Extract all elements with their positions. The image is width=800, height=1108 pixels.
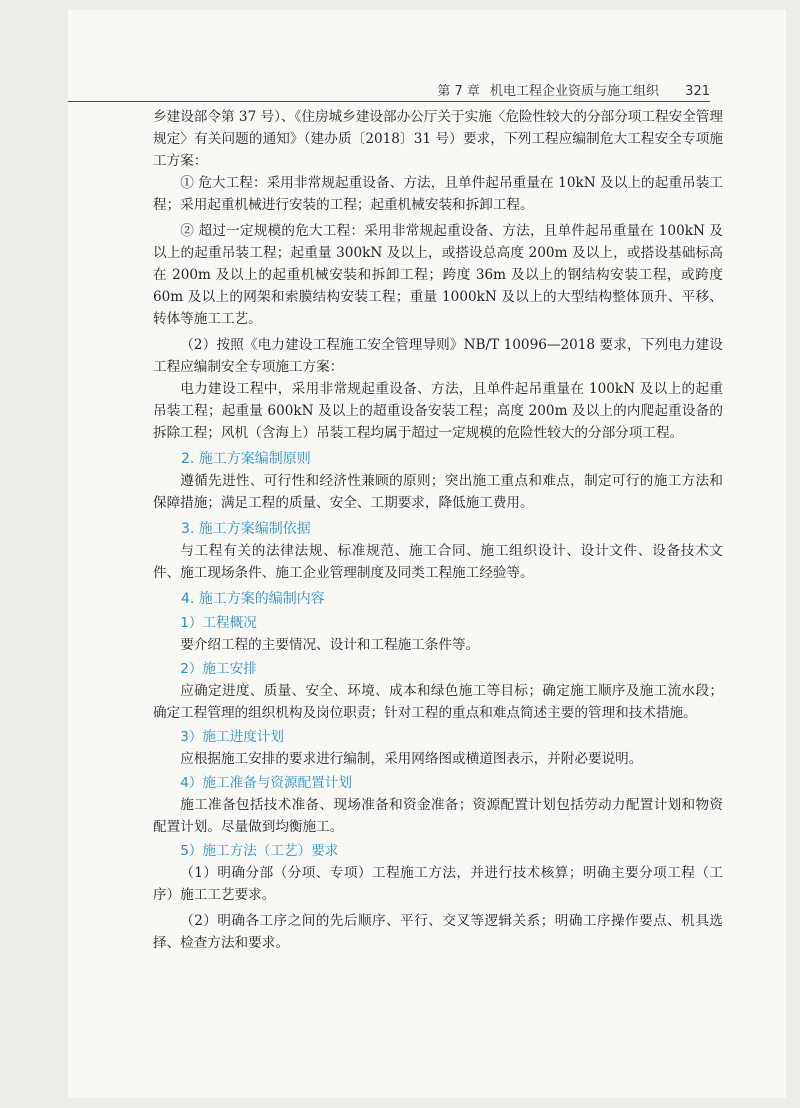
paragraph-continued: 乡建设部令第 37 号）、《住房城乡建设部办公厅关于实施〈危险性较大的分部分项工程安全管理规定〉有关问题的通知》（建办质〔2018〕31 号）要求，下列工程应编制危大工程安全专项施工方案： [153,109,723,169]
subsection-1-text: 要介绍工程的主要情况、设计和工程施工条件等。 [180,637,480,653]
paragraph-power-detail: 电力建设工程中，采用非常规起重设备、方法，且单件起吊重量在 100kN 及以上的起重吊装工程；起重量 600kN 及以上的超重设备安装工程；高度 200m 及以上的内爬起重设备的拆除工程；风机（含海上）吊装工程均属于超过一定规模的危险性较大的分部分项工程。 [153,381,723,441]
subheading-4: 4）施工准备与资源配置计划 [180,775,352,791]
page-number: 321 [685,84,710,99]
section-heading-2: 2. 施工方案编制原则 [181,451,311,467]
section-2-text: 遵循先进性、可行性和经济性兼顾的原则；突出施工重点和难点，制定可行的施工方法和保障措施；满足工程的质量、安全、工期要求，降低施工费用。 [153,473,723,511]
subheading-1: 1）工程概况 [180,615,257,631]
subheading-3: 3）施工进度计划 [180,729,284,745]
subheading-2: 2）施工安排 [180,661,257,677]
section-3-text: 与工程有关的法律法规、标准规范、施工合同、施工组织设计、设计文件、设备技术文件、施工现场条件、施工企业管理制度及同类工程施工经验等。 [153,543,723,581]
subheading-5: 5）施工方法（工艺）要求 [180,843,339,859]
header-rule [68,101,710,102]
section-heading-3: 3. 施工方案编制依据 [181,521,311,537]
paragraph-item-1: ① 危大工程：采用非常规起重设备、方法，且单件起吊重量在 10kN 及以上的起重吊装工程；采用起重机械进行安装的工程；起重机械安装和拆卸工程。 [153,175,723,213]
chapter-title: 机电工程企业资质与施工组织 [490,84,660,99]
subsection-4-text: 施工准备包括技术准备、现场准备和资金准备；资源配置计划包括劳动力配置计划和物资配置计划。尽量做到均衡施工。 [153,797,723,835]
running-header [68,80,710,99]
subsection-5-item-2: （2）明确各工序之间的先后顺序、平行、交叉等逻辑关系；明确工序操作要点、机具选择、检查方法和要求。 [153,913,723,951]
page-body [153,106,723,954]
subsection-2-text: 应确定进度、质量、安全、环境、成本和绿色施工等目标；确定施工顺序及施工流水段；确定工程管理的组织机构及岗位职责；针对工程的重点和难点简述主要的管理和技术措施。 [153,683,723,721]
paragraph-item-2: ② 超过一定规模的危大工程：采用非常规起重设备、方法，且单件起吊重量在 100kN 及以上的起重吊装工程；起重量 300kN 及以上，或搭设总高度 200m 及以上，或搭设基础标高在 200m 及以上的起重机械安装和拆卸工程；跨度 36m 及以上的钢结构安装工程，或跨度 60m 及以上的网架和索膜结构安装工程；重量 1000kN 及以上的大型结构整体顶升、平移、转体等施工工艺。 [153,223,723,327]
subsection-3-text: 应根据施工安排的要求进行编制，采用网络图或横道图表示，并附必要说明。 [180,751,643,767]
paragraph-power-construction: （2）按照《电力建设工程施工安全管理导则》NB/T 10096—2018 要求，下列电力建设工程应编制安全专项施工方案： [153,337,723,375]
section-heading-4: 4. 施工方案的编制内容 [181,591,325,607]
subsection-5-item-1: （1）明确分部（分项、专项）工程施工方法，并进行技术核算；明确主要分项工程（工序）施工工艺要求。 [153,865,723,903]
chapter-label: 第 7 章 [437,84,480,99]
